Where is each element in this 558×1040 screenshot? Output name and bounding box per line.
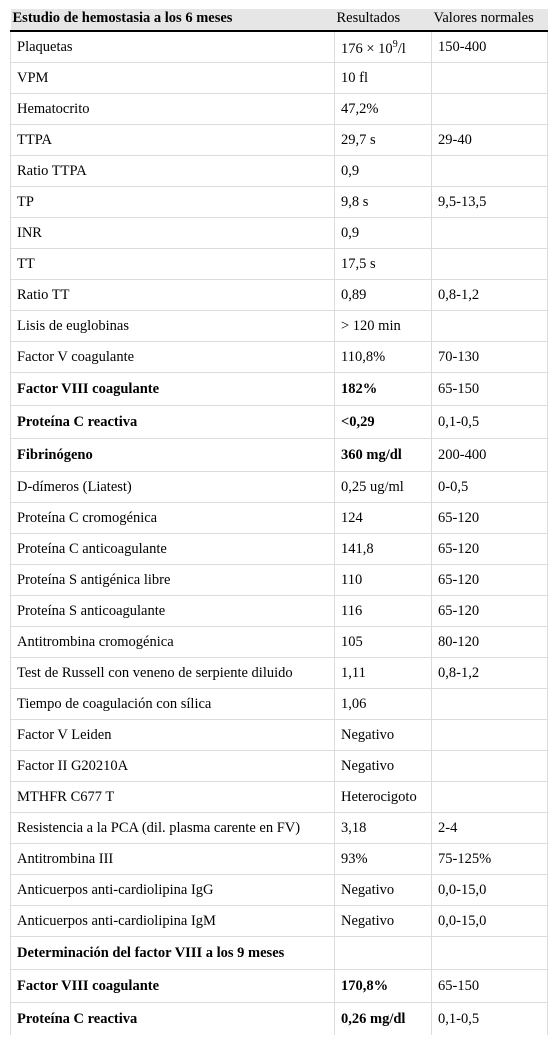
cell-result: 0,89 (335, 280, 432, 311)
cell-result: 0,25 ug/ml (335, 472, 432, 503)
cell-test: Ratio TT (11, 280, 335, 311)
cell-normal-range: 75-125% (432, 844, 548, 875)
table-row (11, 596, 548, 627)
cell-normal-range (432, 689, 548, 720)
cell-test: Tiempo de coagulación con sílica (11, 689, 335, 720)
cell-test: Factor V Leiden (11, 720, 335, 751)
table-row (11, 906, 548, 937)
table-row (11, 311, 548, 342)
cell-result: Negativo (335, 751, 432, 782)
table-row (11, 503, 548, 534)
table-row (11, 751, 548, 782)
cell-result: 110 (335, 565, 432, 596)
cell-result: 0,9 (335, 156, 432, 187)
cell-result: 1,11 (335, 658, 432, 689)
cell-test: Resistencia a la PCA (dil. plasma carente en FV) (11, 813, 335, 844)
table-header (11, 9, 548, 31)
cell-result: 29,7 s (335, 125, 432, 156)
cell-test: Hematocrito (11, 94, 335, 125)
table-body (11, 31, 548, 1035)
cell-normal-range: 29-40 (432, 125, 548, 156)
cell-normal-range: 0,0-15,0 (432, 906, 548, 937)
table-row (11, 156, 548, 187)
cell-test: Lisis de euglobinas (11, 311, 335, 342)
cell-normal-range: 150-400 (432, 31, 548, 63)
hemostasis-table-container (10, 9, 547, 1035)
cell-result: 0,26 mg/dl (335, 1003, 432, 1036)
hemostasis-table (10, 9, 548, 1035)
cell-result: 360 mg/dl (335, 439, 432, 472)
header-row (11, 9, 548, 31)
cell-test: INR (11, 218, 335, 249)
cell-result: 110,8% (335, 342, 432, 373)
cell-normal-range: 200-400 (432, 439, 548, 472)
cell-normal-range: 80-120 (432, 627, 548, 658)
cell-test: Test de Russell con veneno de serpiente diluido (11, 658, 335, 689)
cell-result: 124 (335, 503, 432, 534)
cell-result: Negativo (335, 720, 432, 751)
cell-normal-range: 9,5-13,5 (432, 187, 548, 218)
cell-test: Fibrinógeno (11, 439, 335, 472)
cell-result: > 120 min (335, 311, 432, 342)
cell-normal-range: 0,0-15,0 (432, 875, 548, 906)
table-row (11, 565, 548, 596)
cell-test: Anticuerpos anti-cardiolipina IgM (11, 906, 335, 937)
cell-test: Proteína S anticoagulante (11, 596, 335, 627)
table-row (11, 627, 548, 658)
cell-test: Determinación del factor VIII a los 9 meses (11, 937, 335, 970)
cell-result: 93% (335, 844, 432, 875)
table-row (11, 63, 548, 94)
table-row (11, 218, 548, 249)
table-row (11, 813, 548, 844)
table-row (11, 782, 548, 813)
cell-normal-range: 65-150 (432, 373, 548, 406)
cell-result: 1,06 (335, 689, 432, 720)
cell-normal-range: 70-130 (432, 342, 548, 373)
cell-normal-range: 65-120 (432, 565, 548, 596)
table-row (11, 31, 548, 63)
cell-normal-range: 0,8-1,2 (432, 658, 548, 689)
table-row (11, 658, 548, 689)
table-row (11, 1003, 548, 1036)
cell-result: 0,9 (335, 218, 432, 249)
cell-test: Factor VIII coagulante (11, 970, 335, 1003)
cell-test: VPM (11, 63, 335, 94)
cell-normal-range (432, 218, 548, 249)
cell-result: 141,8 (335, 534, 432, 565)
cell-result: 182% (335, 373, 432, 406)
cell-test: Ratio TTPA (11, 156, 335, 187)
result-unit: /l (397, 40, 406, 57)
table-row (11, 280, 548, 311)
cell-test: Proteína S antigénica libre (11, 565, 335, 596)
cell-test: MTHFR C677 T (11, 782, 335, 813)
table-row (11, 720, 548, 751)
cell-normal-range: 0,1-0,5 (432, 406, 548, 439)
table-row (11, 844, 548, 875)
cell-normal-range (432, 249, 548, 280)
cell-normal-range (432, 937, 548, 970)
cell-result: <0,29 (335, 406, 432, 439)
cell-result: 116 (335, 596, 432, 627)
header-results: Resultados (335, 9, 432, 31)
cell-result: 170,8% (335, 970, 432, 1003)
cell-result: 9,8 s (335, 187, 432, 218)
cell-normal-range: 65-120 (432, 596, 548, 627)
cell-result: 105 (335, 627, 432, 658)
cell-test: Plaquetas (11, 31, 335, 63)
cell-normal-range (432, 782, 548, 813)
cell-test: Proteína C cromogénica (11, 503, 335, 534)
cell-normal-range: 65-120 (432, 534, 548, 565)
table-row (11, 970, 548, 1003)
cell-test: TTPA (11, 125, 335, 156)
cell-normal-range: 0,1-0,5 (432, 1003, 548, 1036)
cell-result: 47,2% (335, 94, 432, 125)
cell-test: Factor VIII coagulante (11, 373, 335, 406)
cell-result: 10 fl (335, 63, 432, 94)
table-row (11, 406, 548, 439)
cell-result: 3,18 (335, 813, 432, 844)
table-row (11, 439, 548, 472)
cell-test: TP (11, 187, 335, 218)
result-base: 176 × 10 (341, 40, 393, 57)
cell-result: Negativo (335, 875, 432, 906)
table-row (11, 534, 548, 565)
table-row (11, 689, 548, 720)
cell-normal-range (432, 156, 548, 187)
cell-normal-range (432, 94, 548, 125)
cell-test: D-dímeros (Liatest) (11, 472, 335, 503)
result-exponent: 9 (392, 39, 398, 51)
table-row (11, 94, 548, 125)
cell-test: Factor V coagulante (11, 342, 335, 373)
cell-test: Proteína C reactiva (11, 406, 335, 439)
table-row (11, 187, 548, 218)
table-row (11, 373, 548, 406)
table-row (11, 125, 548, 156)
table-row (11, 937, 548, 970)
cell-normal-range (432, 63, 548, 94)
table-row (11, 342, 548, 373)
cell-normal-range: 65-120 (432, 503, 548, 534)
cell-test: Antitrombina cromogénica (11, 627, 335, 658)
cell-test: TT (11, 249, 335, 280)
cell-normal-range: 65-150 (432, 970, 548, 1003)
cell-test: Factor II G20210A (11, 751, 335, 782)
cell-result: Negativo (335, 906, 432, 937)
cell-test: Anticuerpos anti-cardiolipina IgG (11, 875, 335, 906)
cell-test: Antitrombina III (11, 844, 335, 875)
cell-result: 17,5 s (335, 249, 432, 280)
cell-result (335, 937, 432, 970)
cell-normal-range: 0-0,5 (432, 472, 548, 503)
cell-test: Proteína C anticoagulante (11, 534, 335, 565)
header-study: Estudio de hemostasia a los 6 meses (11, 9, 335, 31)
cell-normal-range: 2-4 (432, 813, 548, 844)
table-row (11, 249, 548, 280)
cell-normal-range: 0,8-1,2 (432, 280, 548, 311)
cell-normal-range (432, 720, 548, 751)
cell-test: Proteína C reactiva (11, 1003, 335, 1036)
table-row (11, 875, 548, 906)
cell-normal-range (432, 751, 548, 782)
table-row (11, 472, 548, 503)
cell-normal-range (432, 311, 548, 342)
cell-result (335, 31, 432, 63)
cell-result: Heterocigoto (335, 782, 432, 813)
header-normal-values: Valores normales (432, 9, 548, 31)
